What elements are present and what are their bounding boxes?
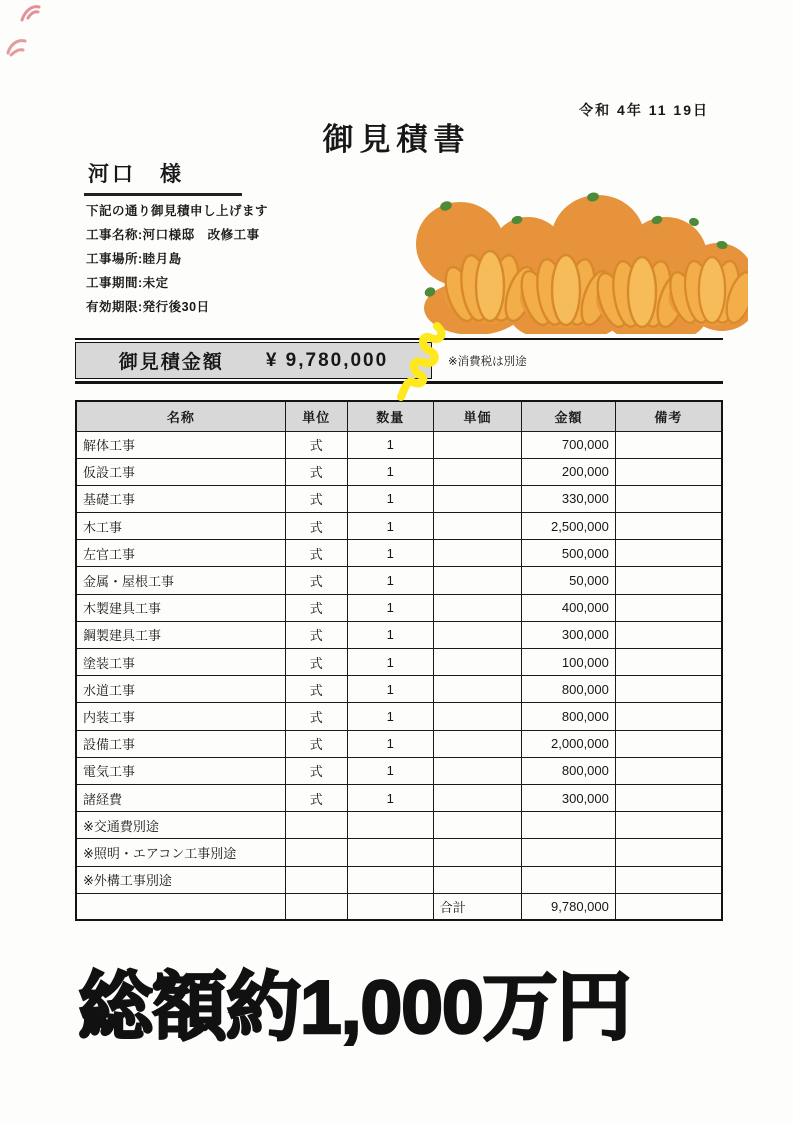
table-header-unit: 単位 [285,401,347,431]
table-cell-name: 内装工事 [76,703,285,730]
table-cell-unit [285,866,347,893]
table-cell-name: ※交通費別途 [76,812,285,839]
tax-note: ※消費税は別途 [448,355,527,368]
table-cell-unit: 式 [285,703,347,730]
table-cell-qty: 1 [347,730,433,757]
table-cell-unit_price [433,866,522,893]
table-row [76,784,722,811]
table-cell-amount: 400,000 [522,594,616,621]
table-cell-unit: 式 [285,784,347,811]
table-cell-name: 解体工事 [76,431,285,458]
yellow-scribble-mark [391,321,453,406]
table-header-quantity: 数量 [347,401,433,431]
table-cell-unit: 式 [285,621,347,648]
table-cell-amount: 800,000 [522,703,616,730]
table-cell-unit_price [433,703,522,730]
table-cell-name: 左官工事 [76,540,285,567]
table-cell-unit: 式 [285,540,347,567]
table-cell-qty: 1 [347,676,433,703]
estimate-amount-box [75,342,432,379]
table-cell-name [76,893,285,920]
table-cell-name: ※照明・エアコン工事別途 [76,839,285,866]
table-cell-note [615,866,722,893]
table-header-unit-price: 単価 [433,401,522,431]
table-row [76,812,722,839]
table-cell-name: ※外構工事別途 [76,866,285,893]
table-row [76,730,722,757]
table-cell-note [615,757,722,784]
table-cell-amount: 2,000,000 [522,730,616,757]
table-row [76,431,722,458]
table-cell-unit_price [433,649,522,676]
table-cell-qty [347,812,433,839]
table-cell-name: 鋼製建具工事 [76,621,285,648]
table-cell-note [615,621,722,648]
table-cell-unit_price [433,513,522,540]
table-cell-note [615,812,722,839]
table-row [76,621,722,648]
table-cell-amount: 800,000 [522,757,616,784]
table-cell-amount: 800,000 [522,676,616,703]
table-cell-amount: 330,000 [522,485,616,512]
table-cell-note [615,513,722,540]
table-row [76,540,722,567]
estimate-amount-value: ¥ 9,780,000 [265,349,389,371]
table-cell-unit: 式 [285,594,347,621]
table-cell-unit: 式 [285,458,347,485]
table-cell-note [615,703,722,730]
table-cell-qty [347,839,433,866]
table-cell-unit_price [433,567,522,594]
table-cell-name: 金属・屋根工事 [76,567,285,594]
table-cell-unit_price [433,676,522,703]
table-cell-unit_price [433,730,522,757]
document-title: 御見積書 [322,122,471,157]
info-line-project-name: 工事名称:河口様邸 改修工事 [86,228,260,242]
table-cell-qty: 1 [347,784,433,811]
table-row [76,594,722,621]
table-cell-note [615,784,722,811]
table-cell-note [615,431,722,458]
table-cell-note [615,893,722,920]
table-cell-unit_price [433,621,522,648]
table-cell-unit [285,812,347,839]
table-cell-unit_price [433,757,522,784]
table-cell-note [615,676,722,703]
estimate-table-body [76,431,722,920]
table-cell-note [615,839,722,866]
table-cell-unit [285,893,347,920]
red-pen-mark [5,33,31,59]
table-cell-unit [285,839,347,866]
greeting-line: 下記の通り御見積申し上げます [86,204,269,218]
table-cell-amount: 300,000 [522,784,616,811]
table-cell-amount: 700,000 [522,431,616,458]
table-cell-unit: 式 [285,431,347,458]
table-cell-amount [522,866,616,893]
table-cell-amount: 50,000 [522,567,616,594]
table-header-note: 備考 [615,401,722,431]
table-row [76,649,722,676]
table-cell-amount: 500,000 [522,540,616,567]
table-cell-note [615,458,722,485]
table-cell-unit: 式 [285,513,347,540]
table-cell-qty [347,866,433,893]
table-cell-note [615,567,722,594]
table-cell-unit: 式 [285,567,347,594]
table-cell-amount: 200,000 [522,458,616,485]
table-cell-amount: 100,000 [522,649,616,676]
table-cell-unit: 式 [285,649,347,676]
table-cell-note [615,649,722,676]
red-pen-mark [18,2,44,26]
document-date: 令和 4年 11 19日 [579,102,709,118]
table-cell-unit_price [433,784,522,811]
table-cell-unit_price [433,431,522,458]
table-cell-unit: 式 [285,676,347,703]
table-row [76,676,722,703]
table-cell-qty: 1 [347,649,433,676]
table-row [76,839,722,866]
estimate-amount-label: 御見積金額 [118,352,224,373]
table-cell-unit_price [433,812,522,839]
table-row [76,567,722,594]
table-cell-amount: 300,000 [522,621,616,648]
info-line-period: 工事期間:未定 [86,276,169,290]
table-cell-note [615,594,722,621]
table-row [76,757,722,784]
table-cell-name: 木製建具工事 [76,594,285,621]
info-line-location: 工事場所:睦月島 [86,252,182,266]
table-cell-qty: 1 [347,485,433,512]
table-row [76,485,722,512]
table-cell-name: 電気工事 [76,757,285,784]
table-cell-name: 塗装工事 [76,649,285,676]
table-cell-qty: 1 [347,703,433,730]
table-cell-unit: 式 [285,730,347,757]
table-cell-name: 設備工事 [76,730,285,757]
table-cell-amount: 2,500,000 [522,513,616,540]
table-cell-unit_price [433,839,522,866]
table-cell-unit_price [433,540,522,567]
table-cell-qty: 1 [347,458,433,485]
table-cell-note [615,540,722,567]
table-cell-name: 木工事 [76,513,285,540]
table-cell-name: 諸経費 [76,784,285,811]
info-line-validity: 有効期限:発行後30日 [86,300,210,314]
table-cell-amount [522,839,616,866]
table-row [76,458,722,485]
table-cell-note [615,485,722,512]
table-cell-amount: 9,780,000 [522,893,616,920]
table-cell-unit: 式 [285,757,347,784]
table-cell-qty: 1 [347,567,433,594]
table-cell-unit_price [433,458,522,485]
table-cell-name: 仮設工事 [76,458,285,485]
table-header-amount: 金額 [522,401,616,431]
table-row [76,866,722,893]
mikan-oranges-illustration [416,182,748,339]
table-cell-qty: 1 [347,540,433,567]
recipient-name: 河口 様 [84,158,242,196]
table-cell-unit_price [433,485,522,512]
table-cell-amount [522,812,616,839]
table-row [76,703,722,730]
table-cell-unit_price [433,594,522,621]
table-cell-qty: 1 [347,594,433,621]
table-cell-qty: 1 [347,513,433,540]
table-header-name: 名称 [76,401,285,431]
table-cell-note [615,730,722,757]
table-cell-unit_price: 合計 [433,893,522,920]
table-row [76,513,722,540]
table-cell-unit: 式 [285,485,347,512]
table-cell-name: 基礎工事 [76,485,285,512]
table-cell-qty: 1 [347,757,433,784]
table-cell-qty: 1 [347,431,433,458]
table-cell-name: 水道工事 [76,676,285,703]
grand-total-banner: 総額約1,000万円 [78,965,631,1049]
estimate-table [75,400,723,921]
table-row [76,893,722,920]
table-cell-qty: 1 [347,621,433,648]
table-cell-qty [347,893,433,920]
